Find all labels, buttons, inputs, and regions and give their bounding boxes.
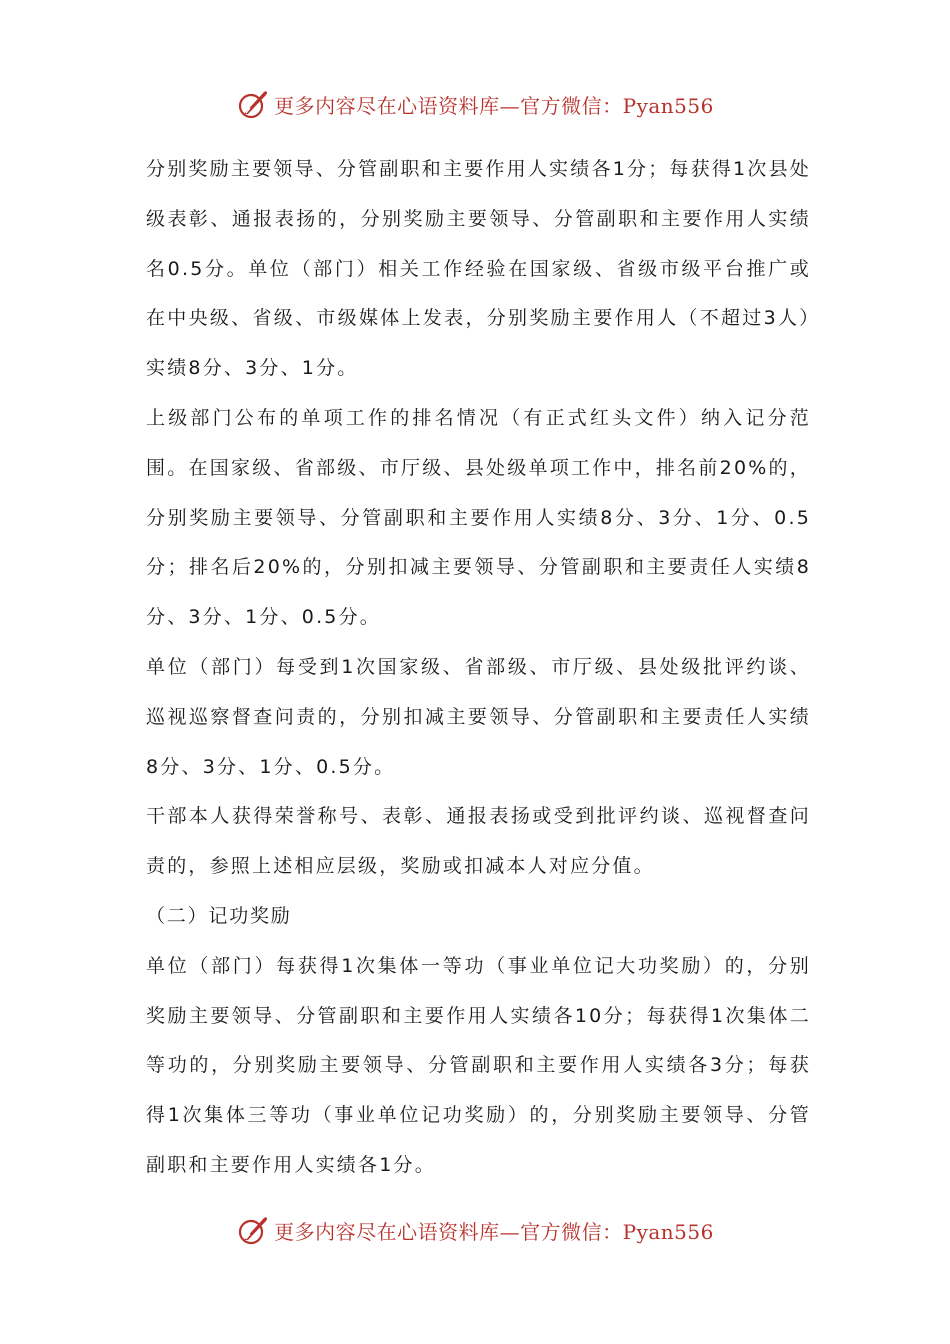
header-watermark-banner [0,84,950,124]
paragraph-criticism-deduction: 单位（部门）每受到1次国家级、省部级、市厅级、县处级批评约谈、巡视巡察督查问责的，分别扣减主要领导、分管副职和主要责任人实绩8分、3分、1分、0.5分。 [146,655,811,778]
footer-watermark-banner [0,1210,950,1250]
header-watermark-text: 更多内容尽在心语资料库—官方微信：Pyan556 [274,93,714,118]
paragraph-award-points: 分别奖励主要领导、分管副职和主要作用人实绩各1分；每获得1次县处级表彰、通报表扬的，分别奖励主要领导、分管副职和主要作用人实绩名0.5分。单位（部门）相关工作经验在国家级、省级市级平台推广或在中央级、省级、市级媒体上发表，分别奖励主要作用人（不超过3人）实绩8分、3分、1分。 [146,158,811,380]
section-heading-merit-awards: （二）记功奖励 [146,904,292,927]
footer-watermark-text: 更多内容尽在心语资料库—官方微信：Pyan556 [274,1219,714,1244]
quill-in-circle-icon [236,1213,270,1247]
quill-in-circle-icon [236,87,270,121]
paragraph-ranking-points: 上级部门公布的单项工作的排名情况（有正式红头文件）纳入记分范围。在国家级、省部级、市厅级、县处级单项工作中，排名前20%的，分别奖励主要领导、分管副职和主要作用人实绩8分、3分、1分、0.5分；排名后20%的，分别扣减主要领导、分管副职和主要责任人实绩8分、3分、1分、0.5分。 [146,406,811,629]
paragraph-personal-honors: 干部本人获得荣誉称号、表彰、通报表扬或受到批评约谈、巡视督查问责的，参照上述相应层级，奖励或扣减本人对应分值。 [146,805,811,878]
document-body [146,145,811,1191]
paragraph-collective-merit: 单位（部门）每获得1次集体一等功（事业单位记大功奖励）的，分别奖励主要领导、分管副职和主要作用人实绩各10分；每获得1次集体二等功的，分别奖励主要领导、分管副职和主要作用人实绩各3分；每获得1次集体三等功（事业单位记功奖励）的，分别奖励主要领导、分管副职和主要作用人实绩各1分。 [146,954,811,1176]
